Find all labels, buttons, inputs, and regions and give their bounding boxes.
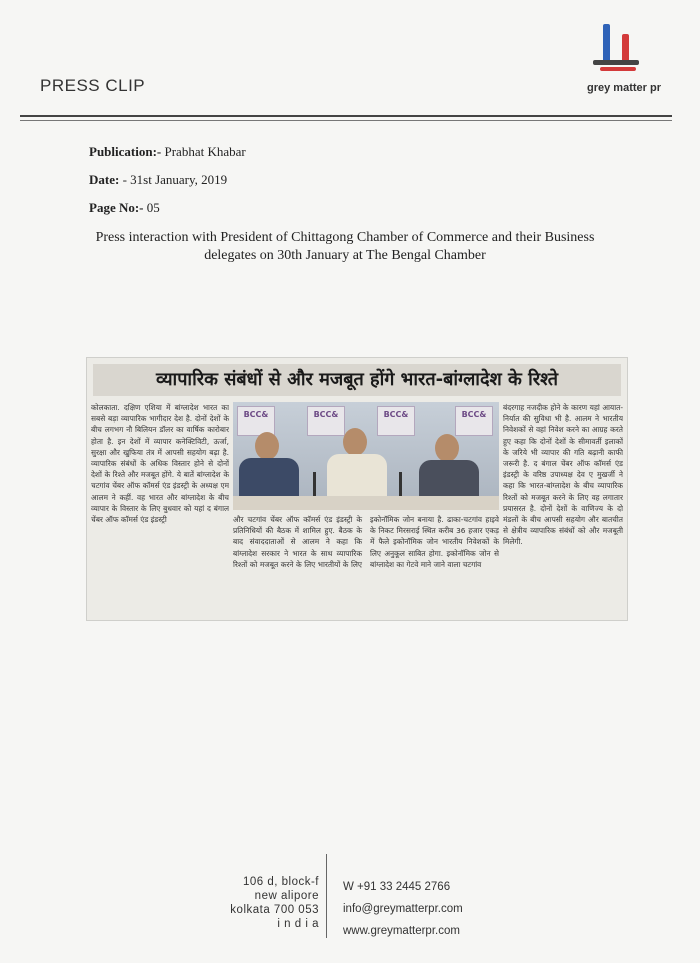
page-number-line [89, 200, 160, 216]
article-column-4: बंदरगाह नजदीक होने के कारण यहां आयात-निर्यात की सुविधा भी है. आलम ने भारतीय निवेशकों से वहां निवेश करने का आग्रह करते हुए कहा कि दोनों देशों के सीमावर्ती इलाकों के जरिये भी व्यापार की गति बढ़ानी काफी जरूरी है. द बंगाल चेंबर ऑफ कॉमर्स एंड इंडस्ट्री के वरिष्ठ उपाध्यक्ष देव ए मुखर्जी ने कहा कि भारत-बांग्लादेश के बीच व्यापारिक रिश्तों को मजबूत करने के लिए वह लगातार प्रयासरत है. दोनों देशों के वाणिज्य के दो मंडलों के बीच आपसी सहयोग और बातचीत से क्षेत्रीय व्यापारिक संबंधों को और मजबूती मिलेगी. [503, 403, 623, 547]
footer-divider [326, 854, 327, 938]
address-line: 106 d, block-f [242, 876, 319, 888]
conference-table [233, 496, 499, 510]
microphone [399, 472, 402, 498]
article-column-1: कोलकाता. दक्षिण एशिया में बांग्लादेश भारत का सबसे बड़ा व्यापारिक भागीदार देश है. दोनों देशों के बीच लगभग नौ बिलियन डॉलर का वार्षिक कारोबार होता है. इन देशों में व्यापार कनेक्टिविटी, ऊर्जा, सुरक्षा और खुफिया तंत्र में आपसी सहयोग बढ़ा है. व्यापारिक संबंधों के अधिक विस्तार होने से दोनों देशों के रिश्ते और मजबूत होंगे. ये बातें बांग्लादेश के चटगांव चेंबर ऑफ कॉमर्स एंड इंडस्ट्री के अध्यक्ष एम आलम ने कहीं. वह भारत और बांग्लादेश के बीच व्यापार के विस्तार के लिए बुधवार को यहां द बंगाल चेंबर ऑफ कॉमर्स एंड इंडस्ट्री [91, 403, 229, 525]
date-line [89, 172, 227, 188]
photo-banner: BCC& [377, 406, 415, 436]
photo-banner: BCC& [307, 406, 345, 436]
address-line: new alipore [254, 890, 319, 902]
grey-matter-logo [576, 20, 672, 100]
logo-red-underline [600, 67, 636, 71]
person-head [255, 432, 279, 460]
footer-address [199, 875, 319, 931]
footer-contact [343, 876, 463, 942]
footer-website[interactable]: www.greymatterpr.com [343, 925, 460, 937]
address-line: i n d i a [277, 918, 319, 930]
header-rule-top [20, 115, 672, 117]
page-number-value: 05 [146, 200, 160, 215]
photo-banner: BCC& [455, 406, 493, 436]
date-label: Date: [89, 172, 120, 187]
photo-banner: BCC& [237, 406, 275, 436]
publication-value: Prabhat Khabar [164, 144, 246, 159]
person-head [343, 428, 367, 456]
clip-description: Press interaction with President of Chittagong Chamber of Commerce and their Business delegates on 30th January at The Bengal Chamber [95, 230, 595, 263]
publication-label: Publication:- [89, 144, 162, 159]
header-rule-bottom [20, 120, 672, 121]
logo-blue-bar [603, 24, 610, 62]
logo-dark-bar [593, 60, 639, 65]
article-columns-2-3: और चटगांव चेंबर ऑफ कॉमर्स एंड इंडस्ट्री के प्रतिनिधियों की बैठक में शामिल हुए. बैठक के बाद संवाददाताओं से आलम ने कहा कि बांग्लादेश सरकार ने भारत के साथ व्यापारिक रिश्तों को मजबूत करने के लिए भारतीयों के लिए इकोनॉमिक जोन बनाया है. ढाका-चटगांव हाइवे के निकट मिरसराई स्थित करीब 36 हजार एकड़ में फैले इकोनॉमिक जोन भारतीय निवेशकों के लिए अनुकूल साबित होगा. इकोनॉमिक जोन से बांग्लादेश का गेटवे माने जाने वाला चटगांव [233, 515, 499, 569]
page-number-label: Page No:- [89, 200, 144, 215]
person-head [435, 434, 459, 462]
press-clip-title: PRESS CLIP [40, 76, 146, 95]
person-body [327, 454, 387, 500]
newspaper-clipping [86, 357, 628, 621]
article-photo [233, 402, 499, 510]
publication-line [89, 144, 246, 160]
microphone [313, 472, 316, 498]
clipping-headline: व्यापारिक संबंधों से और मजबूत होंगे भारत-बांग्लादेश के रिश्ते [93, 364, 621, 396]
logo-text: grey matter pr [587, 82, 661, 94]
footer-phone: W +91 33 2445 2766 [343, 881, 451, 893]
date-value: - 31st January, 2019 [122, 172, 228, 187]
address-line: kolkata 700 053 [230, 904, 319, 916]
footer-email[interactable]: info@greymatterpr.com [343, 903, 463, 915]
